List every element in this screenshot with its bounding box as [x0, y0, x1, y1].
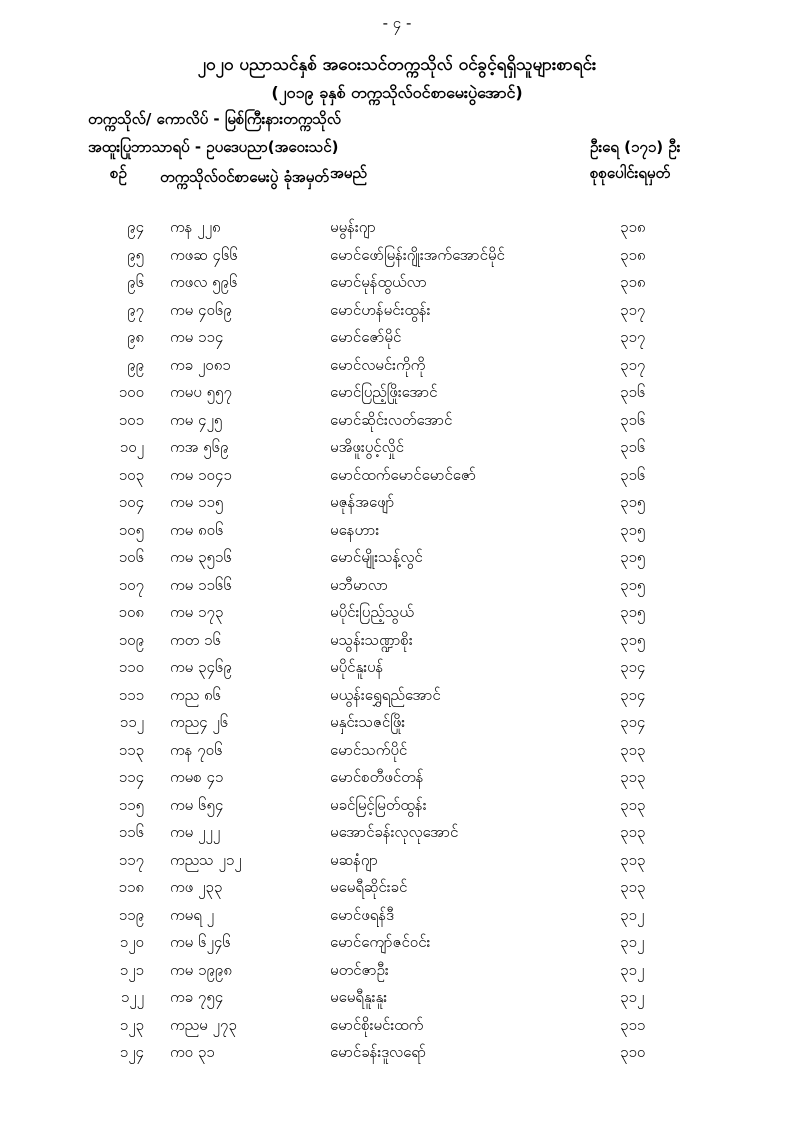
name-cell: မောင်ဖော်မြန်းဂျိုးအက်အောင်မိုင် [330, 245, 505, 264]
marks-cell: ၃၁၄ [620, 713, 646, 731]
serial-no-cell: ၁၀၈ [118, 603, 144, 621]
serial-no-cell: ၁၂၄ [119, 1043, 144, 1061]
table-row [0, 603, 794, 631]
roll-number-cell: ကည၄ ၂၆ [170, 713, 229, 731]
table-row [0, 301, 794, 329]
table-row [0, 878, 794, 906]
marks-cell: ၃၁၃ [620, 740, 646, 759]
marks-cell: ၃၁၄ [620, 658, 646, 676]
serial-no-cell: ၁၁၄ [118, 768, 144, 786]
name-cell: မယွန်းရွှေရည်အောင် [330, 685, 441, 704]
roll-number-cell: ကန ၇၀၆ [170, 740, 223, 759]
name-cell: မောင်ခန်းဒူလရော် [330, 1043, 427, 1061]
name-cell: မောင်ဆိုင်းလတ်အောင် [330, 410, 453, 429]
table-row [0, 493, 794, 521]
subject-line: အထူးပြုဘာသာရပ် - ဥပဒေပညာ(အဝေးသင်) [88, 138, 339, 156]
serial-no-cell: ၁၀၇ [118, 575, 144, 594]
roll-number-cell: ကဖဆ ၄၆၆ [170, 245, 238, 264]
name-cell: မောင်ဟန်မင်းထွန်း [330, 300, 431, 319]
table-row [0, 576, 794, 604]
roll-number-cell: ကဝ ၃၁ [170, 1043, 215, 1061]
roll-number-cell: ကမပ ၅၅၇ [170, 383, 232, 401]
table-row [0, 548, 794, 576]
serial-no-cell: ၁၀၆ [118, 548, 144, 566]
table-row [0, 961, 794, 989]
table-row [0, 383, 794, 411]
serial-no-cell: ၁၂၃ [119, 1015, 144, 1034]
serial-no-cell: ၁၀၄ [118, 493, 144, 511]
marks-cell: ၃၁၃ [620, 823, 646, 841]
marks-cell: ၃၁၇ [620, 355, 646, 374]
name-cell: မနေဟား [330, 520, 380, 539]
table-row [0, 851, 794, 879]
table-row [0, 796, 794, 824]
serial-no-cell: ၁၀၁ [118, 410, 144, 429]
serial-no-cell: ၁၁၆ [118, 823, 144, 841]
name-cell: မခင်မြင့်မြတ်ထွန်း [330, 795, 427, 814]
name-cell: မောင်မျိုးသန့်လွင် [330, 548, 423, 566]
roll-number-cell: ကမစ ၄၁ [170, 768, 224, 786]
name-cell: မပိုင်နူးပန် [330, 658, 384, 676]
name-cell: မောင်ဖရန်ဒီ [330, 905, 394, 924]
roll-number-cell: ကမ ၆၂၄၆ [170, 933, 231, 951]
roll-number-cell: ကညမ ၂၇၃ [170, 1015, 237, 1034]
roll-number-cell: ကမ ၁၁၆၆ [170, 575, 232, 594]
table-row [0, 466, 794, 494]
marks-cell: ၃၁၇ [620, 328, 646, 346]
table-row [0, 356, 794, 384]
table-row [0, 438, 794, 466]
serial-no-cell: ၁၁၅ [118, 795, 144, 814]
name-cell: မောင်သက်ပိုင် [330, 740, 408, 759]
name-cell: မောင်စတီဖင်တန် [330, 768, 424, 786]
marks-cell: ၃၁၅ [620, 493, 646, 511]
name-cell: မဘီမာလာ [330, 575, 388, 594]
name-cell: မပိုင်းပြည့်သွယ် [330, 603, 414, 621]
marks-cell: ၃၁၈ [620, 245, 646, 264]
roll-number-cell: ကန ၂၂၈ [170, 218, 221, 236]
roll-number-cell: ကမ ၆၅၄ [170, 795, 224, 814]
serial-no-cell: ၁၀၉ [118, 630, 144, 649]
table-row [0, 631, 794, 659]
roll-number-cell: ကမ ၁၉၉၈ [170, 960, 232, 979]
roll-number-cell: ကမရ ၂ [170, 905, 214, 924]
name-cell: မောင်ထက်မောင်မောင်ဇော် [330, 465, 477, 484]
table-row [0, 906, 794, 934]
serial-no-cell: ၁၁၈ [118, 878, 144, 896]
roll-number-cell: ကမ ၁၁၅ [170, 493, 224, 511]
marks-cell: ၃၁၅ [620, 630, 646, 649]
document-subtitle: (၂၀၁၉ ခုနှစ် တက္ကသိုလ်ဝင်စာမေးပွဲအောင်) [271, 83, 523, 102]
serial-no-cell: ၉၉ [127, 355, 144, 374]
table-row [0, 741, 794, 769]
header-serial-no: စဉ် [110, 164, 127, 182]
marks-cell: ၃၁၃ [620, 768, 646, 786]
name-cell: မမေရီဆိုင်းခင် [330, 878, 408, 896]
roll-number-cell: ကမ ၄၂၅ [170, 410, 223, 429]
roll-number-cell: ကမ ၁၇၃ [170, 603, 224, 621]
marks-cell: ၃၁၃ [620, 795, 646, 814]
name-cell: မမွန်းဂျာ [330, 218, 376, 236]
page-number: - ၄ - [382, 14, 412, 32]
marks-cell: ၃၁၃ [620, 878, 646, 896]
table-row [0, 273, 794, 301]
roll-number-cell: ကမ ၃၄၆၉ [170, 658, 232, 676]
results-table [0, 218, 794, 1071]
roll-number-cell: ကမ ၂၂၂ [170, 823, 221, 841]
roll-number-cell: ကမ ၁၁၄ [170, 328, 224, 346]
serial-no-cell: ၁၁၂ [119, 713, 144, 731]
marks-cell: ၃၁၂ [620, 988, 645, 1006]
roll-number-cell: ကခ ၂၀၈၁ [170, 355, 231, 374]
roll-number-cell: ကအ ၅၆၉ [170, 438, 229, 456]
table-row [0, 521, 794, 549]
marks-cell: ၃၁၆ [620, 465, 646, 484]
marks-cell: ၃၁၅ [620, 603, 646, 621]
serial-no-cell: ၁၁၀ [118, 658, 144, 676]
marks-cell: ၃၁၇ [620, 300, 646, 319]
name-cell: မဇုန်အဖျော် [330, 493, 395, 511]
roll-number-cell: ကဖ ၂၃၃ [170, 878, 223, 896]
serial-no-cell: ၉၆ [127, 273, 144, 291]
total-count: ဦးရေ (၁၇၁) ဦး [590, 138, 681, 156]
marks-cell: ၃၁၂ [620, 933, 645, 951]
marks-cell: ၃၁၅ [620, 520, 646, 539]
marks-cell: ၃၁၅ [620, 575, 646, 594]
table-row [0, 988, 794, 1016]
roll-number-cell: ကညသ ၂၁၂ [170, 850, 242, 869]
header-roll-number: တက္ကသိုလ်ဝင်စာမေးပွဲ ခုံအမှတ် [160, 168, 329, 186]
table-row [0, 823, 794, 851]
university-line: တက္ကသိုလ်/ ကောလိပ် - မြစ်ကြီးနားတက္ကသိုလ် [88, 110, 341, 128]
name-cell: မောင်ဇော်မိုင် [330, 328, 402, 346]
table-row [0, 1016, 794, 1044]
name-cell: မမေရီနူးနူး [330, 988, 388, 1006]
serial-no-cell: ၁၂၀ [119, 933, 144, 951]
roll-number-cell: ကမ ၈၀၆ [170, 520, 224, 539]
serial-no-cell: ၁၂၂ [120, 988, 144, 1006]
serial-no-cell: ၁၁၉ [118, 905, 144, 924]
name-cell: မဆနံဂျာ [330, 850, 378, 869]
marks-cell: ၃၁၁ [620, 1015, 646, 1034]
serial-no-cell: ၉၅ [127, 245, 144, 264]
marks-cell: ၃၁၅ [620, 548, 646, 566]
serial-no-cell: ၉၈ [126, 328, 144, 346]
serial-no-cell: ၉၇ [127, 300, 144, 319]
table-row [0, 246, 794, 274]
table-row [0, 713, 794, 741]
name-cell: မတင်ဇာဦး [330, 960, 389, 979]
serial-no-cell: ၁၁၁ [118, 685, 144, 704]
name-cell: မသွန်းသဏ္ဍာစိုး [330, 630, 413, 649]
table-row [0, 658, 794, 686]
marks-cell: ၃၁၂ [620, 905, 645, 924]
serial-no-cell: ၁၀၅ [118, 520, 144, 539]
serial-no-cell: ၁၀၃ [118, 465, 144, 484]
name-cell: မောင်လမင်းကိုကို [330, 355, 426, 374]
name-cell: မောင်မုန်ထွယ်လာ [330, 273, 427, 291]
marks-cell: ၃၁၆ [620, 438, 646, 456]
header-total-marks: စုစုပေါင်းရမှတ် [590, 164, 671, 182]
marks-cell: ၃၁၈ [620, 273, 646, 291]
roll-number-cell: ကည ၈၆ [170, 685, 221, 704]
serial-no-cell: ၁၁၃ [118, 740, 144, 759]
serial-no-cell: ၁၀၂ [119, 438, 144, 456]
marks-cell: ၃၁၈ [620, 218, 646, 236]
roll-number-cell: ကမ ၃၅၁၆ [170, 548, 232, 566]
roll-number-cell: ကခ ၇၅၄ [170, 988, 224, 1006]
table-row [0, 768, 794, 796]
document-title: ၂၀၂၀ ပညာသင်နှစ် အဝေးသင်တက္ကသိုလ် ဝင်ခွင့်ရရှိသူများစာရင်း [197, 55, 597, 75]
table-row [0, 328, 794, 356]
roll-number-cell: ကဖလ ၅၉၆ [170, 273, 238, 291]
roll-number-cell: ကတ ၁၆ [170, 630, 221, 649]
serial-no-cell: ၁၁၇ [118, 850, 144, 869]
table-row [0, 1043, 794, 1071]
name-cell: မောင်ကျော်ဇင်ဝင်း [330, 933, 431, 951]
name-cell: မောင်ပြည့်ဖြိုးအောင် [330, 383, 438, 401]
marks-cell: ၃၁၃ [620, 850, 646, 869]
table-row [0, 218, 794, 246]
serial-no-cell: ၁၂၁ [119, 960, 144, 979]
marks-cell: ၃၁၆ [620, 410, 646, 429]
table-row [0, 411, 794, 439]
marks-cell: ၃၁၀ [620, 1043, 646, 1061]
roll-number-cell: ကမ ၄၀၆၉ [170, 300, 232, 319]
header-name: အမည် [330, 164, 367, 182]
table-row [0, 933, 794, 961]
name-cell: မအိဖူးပွင့်လှိုင် [330, 438, 404, 456]
name-cell: မောင်စိုးမင်းထက် [330, 1015, 424, 1034]
marks-cell: ၃၁၄ [620, 685, 646, 704]
roll-number-cell: ကမ ၁၀၄၁ [170, 465, 232, 484]
table-row [0, 686, 794, 714]
marks-cell: ၃၁၆ [620, 383, 646, 401]
marks-cell: ၃၁၂ [620, 960, 645, 979]
serial-no-cell: ၁၀၀ [118, 383, 144, 401]
name-cell: မအောင်ခန်းလုလုအောင် [330, 823, 459, 841]
serial-no-cell: ၉၄ [127, 218, 144, 236]
name-cell: မနှင်းသဇင်ဖြိုး [330, 713, 406, 731]
